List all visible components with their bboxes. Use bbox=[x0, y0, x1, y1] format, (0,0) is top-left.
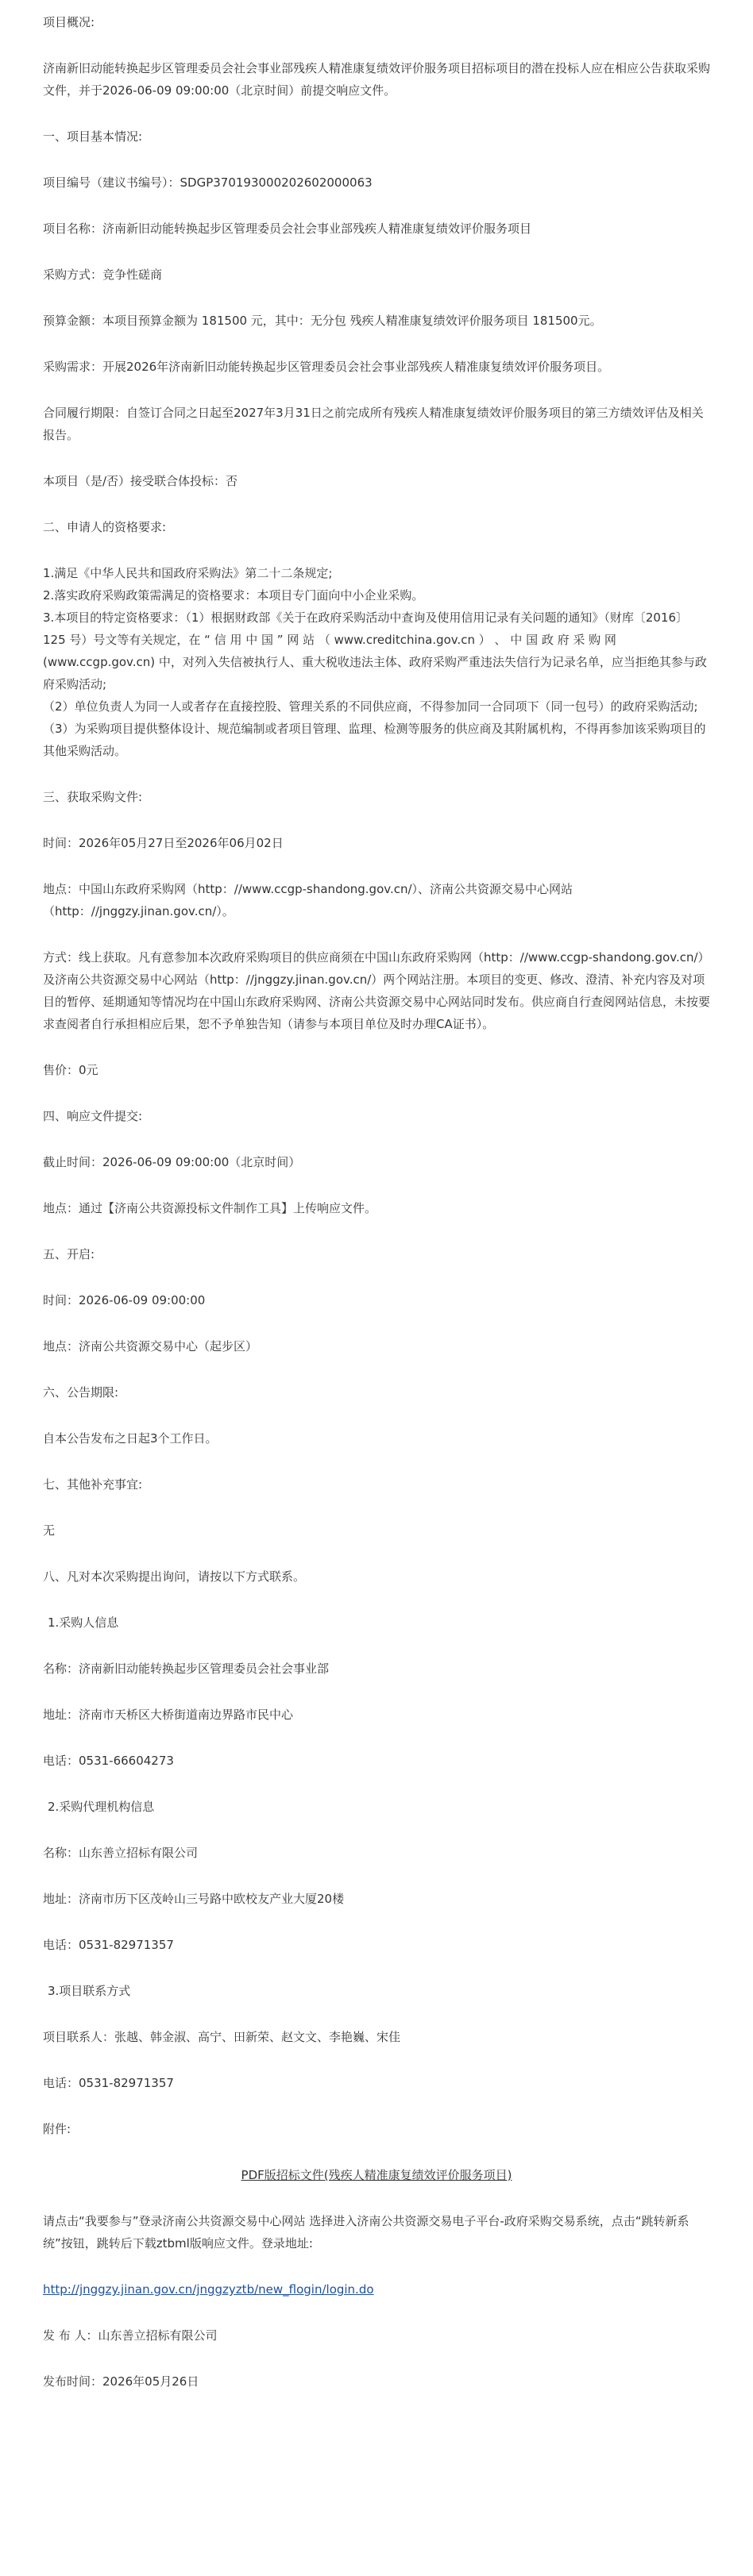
section-2-heading: 二、申请人的资格要求: bbox=[43, 520, 167, 534]
other-matters: 无 bbox=[43, 1523, 56, 1538]
qualification-1: 1.满足《中华人民共和国政府采购法》第二十二条规定; bbox=[43, 566, 333, 580]
project-phone: 电话：0531-82971357 bbox=[43, 2076, 174, 2090]
open-place: 地点：济南公共资源交易中心（起步区） bbox=[43, 1339, 258, 1353]
agency-phone: 电话：0531-82971357 bbox=[43, 1938, 174, 1952]
announcement-period: 自本公告发布之日起3个工作日。 bbox=[43, 1431, 218, 1446]
section-7-heading: 七、其他补充事宜: bbox=[43, 1477, 143, 1492]
section-6-heading: 六、公告期限: bbox=[43, 1385, 119, 1400]
acquire-place: 地点：中国山东政府采购网（http：//www.ccgp-shandong.gov.cn/）、济南公共资源交易中心网站（http：//jnggzy.jinan.gov.cn/）。 bbox=[43, 882, 573, 918]
section-5-heading: 五、开启: bbox=[43, 1247, 95, 1261]
section-4-heading: 四、响应文件提交: bbox=[43, 1109, 143, 1123]
section-8-heading: 八、凡对本次采购提出询问，请按以下方式联系。 bbox=[43, 1569, 306, 1584]
attachment-label: 附件: bbox=[43, 2122, 71, 2136]
consortium-bidding: 本项目（是/否）接受联合体投标：否 bbox=[43, 474, 238, 488]
budget-amount: 预算金额：本项目预算金额为 181500 元，其中：无分包 残疾人精准康复绩效评价服务项目 181500元。 bbox=[43, 314, 602, 328]
login-instructions: 请点击“我要参与”登录济南公共资源交易中心网站 选择进入济南公共资源交易电子平台-政府采购交易系统，点击“跳转新系统”按钮，跳转后下载ztbml版响应文件。登录地址: bbox=[43, 2214, 689, 2251]
procurement-method: 采购方式：竞争性磋商 bbox=[43, 268, 163, 282]
procurement-demand: 采购需求：开展2026年济南新旧动能转换起步区管理委员会社会事业部残疾人精准康复绩效评价服务项目。 bbox=[43, 360, 610, 374]
publisher: 发 布 人：山东善立招标有限公司 bbox=[43, 2328, 218, 2343]
submit-place: 地点：通过【济南公共资源投标文件制作工具】上传响应文件。 bbox=[43, 1201, 377, 1215]
purchaser-address: 地址：济南市天桥区大桥街道南边界路市民中心 bbox=[43, 1708, 294, 1722]
attachment-row bbox=[43, 2164, 710, 2186]
qualification-2: 2.落实政府采购政策需满足的资格要求：本项目专门面向中小企业采购。 bbox=[43, 588, 424, 603]
section-3-heading: 三、获取采购文件: bbox=[43, 790, 143, 804]
agency-name: 名称：山东善立招标有限公司 bbox=[43, 1846, 199, 1860]
acquire-way: 方式：线上获取。凡有意参加本次政府采购项目的供应商须在中国山东政府采购网（http：//www.ccgp-shandong.gov.cn/）及济南公共资源交易中心网站（http：//jnggzy.jinan.gov.cn/）两个网站注册。本项目的变更、修改、澄清、补充内容及对项目的暂停、延期通知等情况均在中国山东政府采购网、济南公共资源交易中心网站同时发布。供应商自行查阅网站信息，未按要求查阅者自行承担相应后果，恕不予单独告知（请参与本项目单位及时办理CA证书）。 bbox=[43, 950, 711, 1031]
agency-address: 地址：济南市历下区茂岭山三号路中欧校友产业大厦20楼 bbox=[43, 1892, 345, 1906]
open-time: 时间：2026-06-09 09:00:00 bbox=[43, 1293, 206, 1307]
login-url-row bbox=[43, 2278, 710, 2301]
qualification-3-2: （2）单位负责人为同一人或者存在直接控股、管理关系的不同供应商，不得参加同一合同项下（同一包号）的政府采购活动; bbox=[43, 699, 698, 714]
project-contacts: 项目联系人：张越、韩金淑、高宁、田新荣、赵文文、李艳巍、宋佳 bbox=[43, 2030, 401, 2044]
submit-deadline: 截止时间：2026-06-09 09:00:00（北京时间） bbox=[43, 1155, 301, 1169]
document-price: 售价：0元 bbox=[43, 1063, 98, 1077]
attachment-pdf-link[interactable]: PDF版招标文件(残疾人精准康复绩效评价服务项目) bbox=[241, 2168, 512, 2182]
login-url-link[interactable]: http://jnggzy.jinan.gov.cn/jnggzyztb/new_flogin/login.do bbox=[43, 2282, 374, 2297]
overview-heading: 项目概况: bbox=[43, 15, 95, 29]
project-number: 项目编号（建议书编号）：SDGP370193000202602000063 bbox=[43, 175, 373, 190]
publish-time: 发布时间：2026年05月26日 bbox=[43, 2374, 199, 2389]
qualification-3-3: （3）为采购项目提供整体设计、规范编制或者项目管理、监理、检测等服务的供应商及其附属机构，不得再参加该采购项目的其他采购活动。 bbox=[43, 722, 706, 758]
overview-body: 济南新旧动能转换起步区管理委员会社会事业部残疾人精准康复绩效评价服务项目招标项目的潜在投标人应在相应公告获取采购文件，并于2026-06-09 09:00:00（北京时间）前提交响应文件。 bbox=[43, 61, 711, 98]
section-1-heading: 一、项目基本情况: bbox=[43, 129, 143, 144]
qualification-3: 3.本项目的特定资格要求：（1）根据财政部《关于在政府采购活动中查询及使用信用记录有关问题的通知》（财库〔2016〕125 号）号文等有关规定，在 “ 信 用 中 国 ” 网 站 （ www.creditchina.gov.cn ） 、 中 国 政 府 采 购 网 (www.ccgp.gov.cn) 中，对列入失信被执行人、重大税收违法主体、政府采购严重违法失信行为记录名单，应当拒绝其参与政府采购活动; bbox=[43, 610, 707, 691]
contract-period: 合同履行期限：自签订合同之日起至2027年3月31日之前完成所有残疾人精准康复绩效评价服务项目的第三方绩效评估及相关报告。 bbox=[43, 406, 704, 442]
contact-3-heading: 3.项目联系方式 bbox=[48, 1984, 131, 1998]
contact-1-heading: 1.采购人信息 bbox=[48, 1615, 119, 1630]
purchaser-phone: 电话：0531-66604273 bbox=[43, 1754, 174, 1768]
purchaser-name: 名称：济南新旧动能转换起步区管理委员会社会事业部 bbox=[43, 1662, 330, 1676]
acquire-time: 时间：2026年05月27日至2026年06月02日 bbox=[43, 836, 284, 850]
contact-2-heading: 2.采购代理机构信息 bbox=[48, 1800, 155, 1814]
project-name: 项目名称：济南新旧动能转换起步区管理委员会社会事业部残疾人精准康复绩效评价服务项目 bbox=[43, 221, 532, 236]
